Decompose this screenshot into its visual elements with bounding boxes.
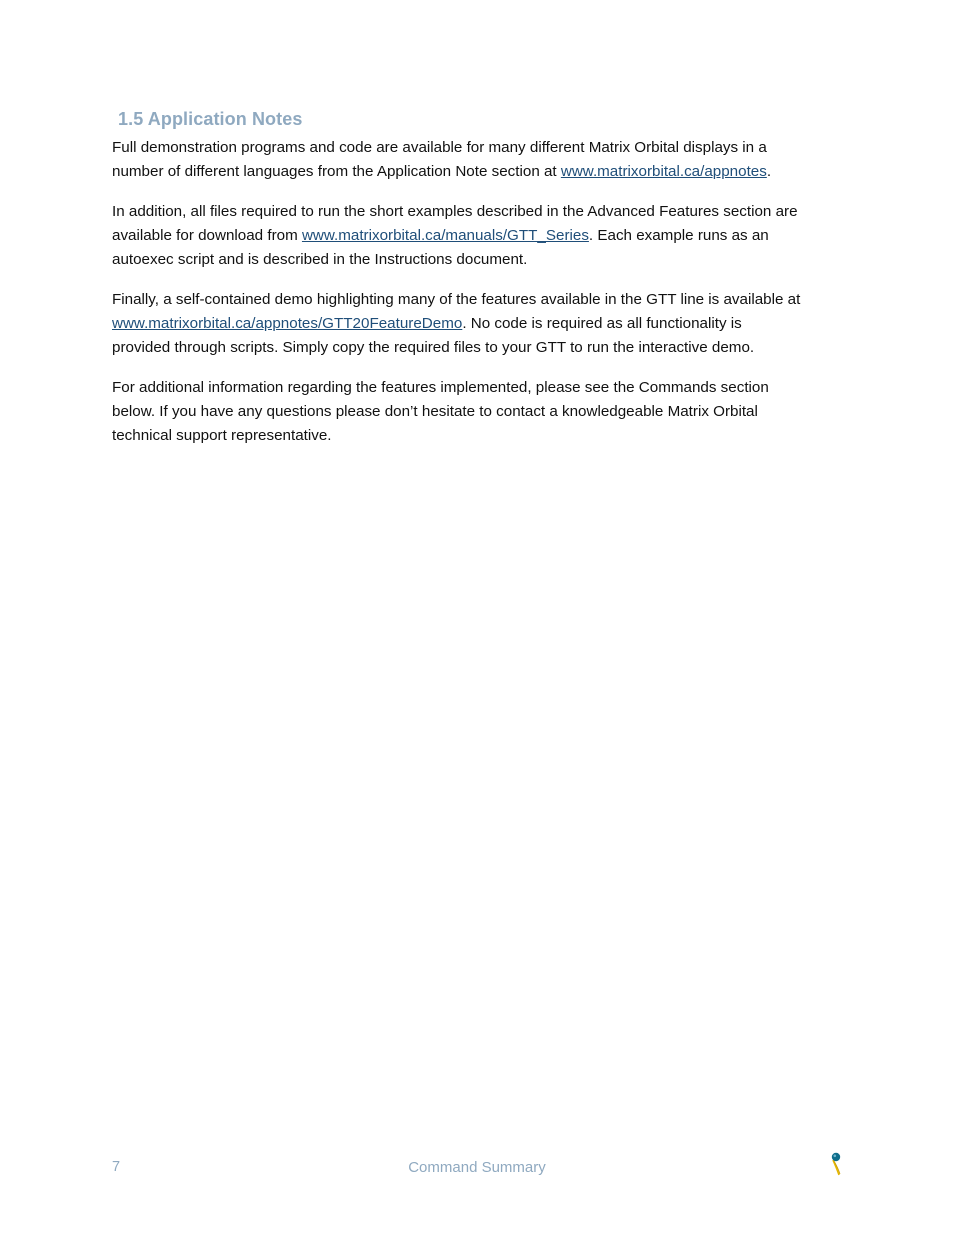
paragraph-line: autoexec script and is described in the Instructions document. [112,251,528,268]
paragraph-line: provided through scripts. Simply copy the required files to your GTT to run the interactive demo. [112,339,755,356]
paragraph-appnotes [112,136,842,184]
gtt-series-manuals-link[interactable]: www.matrixorbital.ca/manuals/GTT_Series [301,227,589,244]
footer-title: Command Summary [408,1159,546,1176]
paragraph-text: . No code is required as all functionality is [462,315,742,332]
paragraph-text: . [766,163,772,180]
paragraph-downloads [112,200,842,272]
paragraph-text: available for download from [112,227,302,244]
paragraph-line: below. If you have any questions please don’t hesitate to contact a knowledgeable Matrix Orbital [112,403,758,420]
paragraph-line: In addition, all files required to run the short examples described in the Advanced Features section are [112,203,798,220]
logo-tail-icon [833,1160,839,1175]
paragraph-line: Full demonstration programs and code are available for many different Matrix Orbital displays in a [112,139,767,156]
section-body [112,136,842,464]
logo-orb-highlight-icon [834,1155,837,1158]
appnotes-link[interactable]: www.matrixorbital.ca/appnotes [560,163,767,180]
matrix-orbital-logo-icon [826,1150,848,1176]
paragraph-text: . Each example runs as an [588,227,769,244]
paragraph-line: Finally, a self-contained demo highlighting many of the features available in the GTT line is available at [112,291,801,308]
paragraph-line [112,224,842,248]
paragraph-line: For additional information regarding the features implemented, please see the Commands section [112,379,769,396]
paragraph-text: number of different languages from the Application Note section at [112,163,561,180]
feature-demo-link[interactable]: www.matrixorbital.ca/appnotes/GTT20FeatureDemo [112,315,463,332]
paragraph-feature-demo [112,288,842,360]
paragraph-line [112,312,842,336]
footer-page-number: 7 [112,1159,121,1175]
paragraph-line [112,160,842,184]
logo-tail-shadow-icon [834,1161,840,1174]
section-heading: 1.5 Application Notes [118,109,303,129]
paragraph-support [112,376,842,448]
logo-orb-icon [832,1153,840,1161]
paragraph-line: technical support representative. [112,427,332,444]
